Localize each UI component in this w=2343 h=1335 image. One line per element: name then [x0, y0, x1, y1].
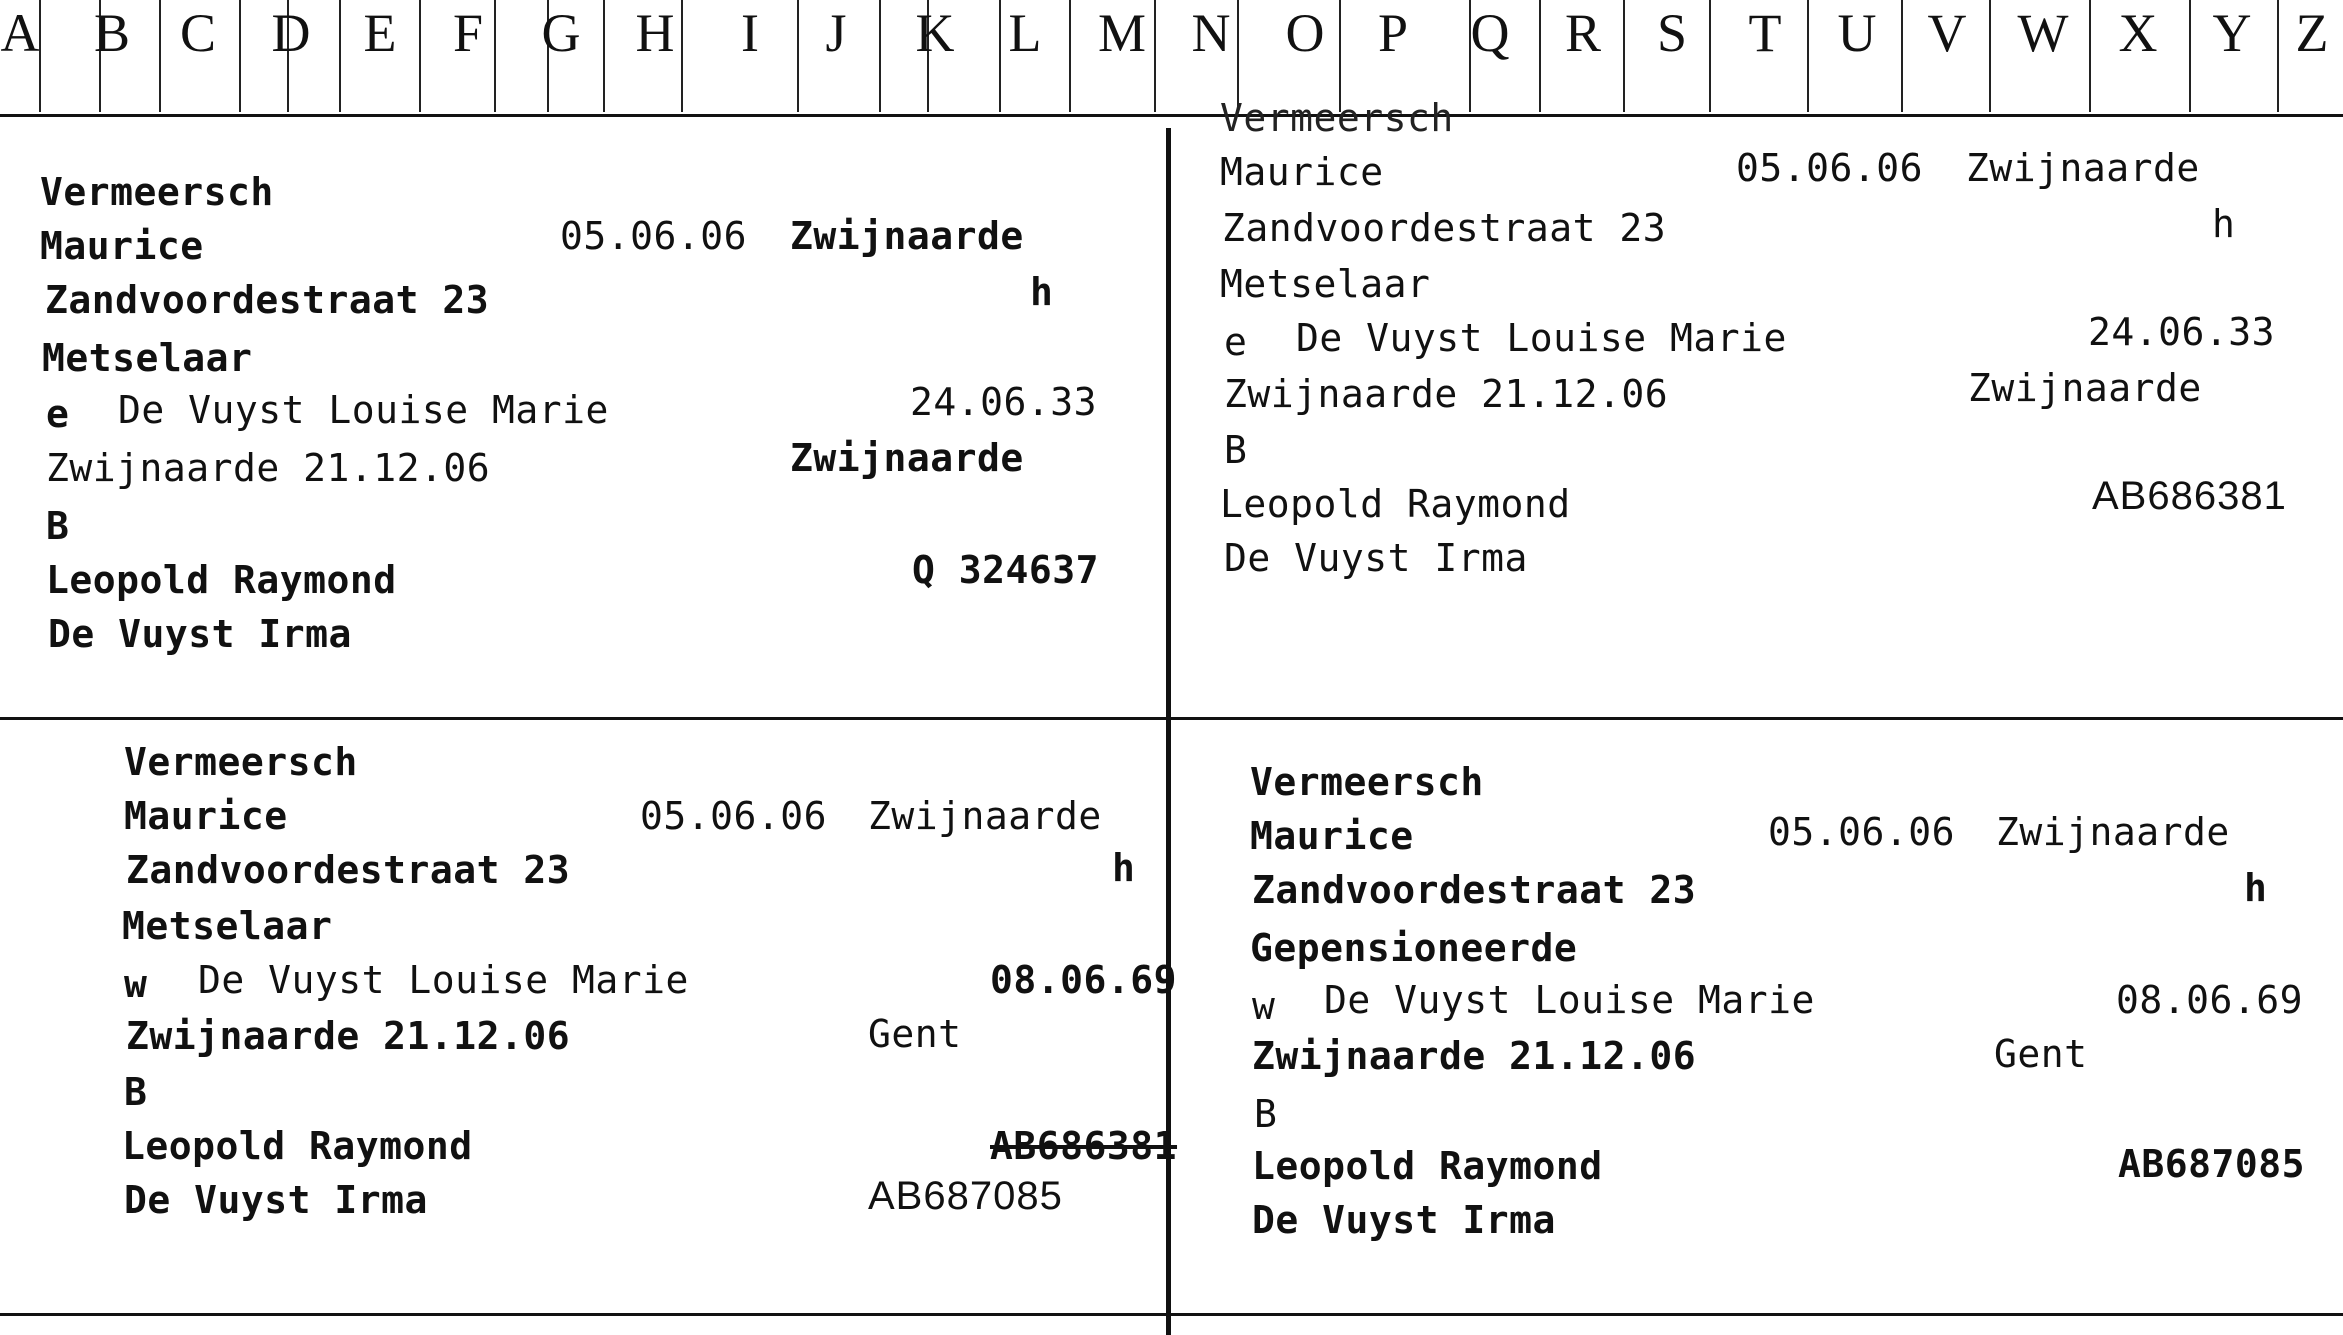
birth-place: Zwijnaarde: [1996, 810, 2230, 854]
surname: Vermeersch: [124, 740, 358, 784]
index-divider: [0, 114, 2343, 117]
first-name: Maurice: [1220, 150, 1384, 194]
address: Zandvoordestraat 23: [45, 278, 490, 322]
mother-name: De Vuyst Irma: [124, 1178, 428, 1222]
index-letter: S: [1656, 3, 1688, 63]
index-letter: T: [1748, 3, 1782, 63]
category: B: [124, 1070, 148, 1114]
mother-name: De Vuyst Irma: [1224, 536, 1528, 580]
status-mark: h: [1112, 846, 1136, 890]
index-letter: W: [2017, 3, 2069, 63]
status-mark: h: [2212, 202, 2236, 246]
index-letter: C: [179, 3, 217, 63]
index-letter: I: [741, 3, 759, 63]
index-letter: Y: [2212, 3, 2252, 63]
index-letter: P: [1377, 3, 1409, 63]
index-letter: F: [452, 3, 484, 63]
place: Gent: [868, 1012, 962, 1056]
spouse-name: De Vuyst Louise Marie: [1324, 978, 1815, 1022]
father-name: Leopold Raymond: [1252, 1144, 1603, 1188]
id-number: AB686381: [2092, 474, 2287, 518]
father-name: Leopold Raymond: [1220, 482, 1571, 526]
index-letter: A: [0, 3, 40, 63]
marriage-record: Zwijnaarde 21.12.06: [1224, 372, 1669, 416]
birth-place: Zwijnaarde: [1966, 146, 2200, 190]
spouse-name: De Vuyst Louise Marie: [1296, 316, 1787, 360]
index-letter: E: [363, 3, 397, 63]
address: Zandvoordestraat 23: [1222, 206, 1667, 250]
status-mark: h: [2244, 866, 2268, 910]
index-letter: B: [93, 3, 131, 63]
birth-date: 05.06.06: [640, 794, 828, 838]
category: B: [1254, 1092, 1278, 1136]
spouse-name: De Vuyst Louise Marie: [118, 388, 609, 432]
spouse-code: w: [1252, 984, 1276, 1028]
index-letter: U: [1837, 3, 1877, 63]
index-letter: L: [1008, 3, 1042, 63]
occupation: Metselaar: [42, 336, 253, 380]
father-name: Leopold Raymond: [46, 558, 397, 602]
first-name: Maurice: [1250, 814, 1414, 858]
occupation: Metselaar: [1220, 262, 1431, 306]
mother-name: De Vuyst Irma: [1252, 1198, 1556, 1242]
address: Zandvoordestraat 23: [1252, 868, 1697, 912]
category: B: [46, 504, 70, 548]
marriage-record: Zwijnaarde 21.12.06: [1252, 1034, 1697, 1078]
index-letter: G: [541, 3, 581, 63]
index-letter: K: [915, 3, 955, 63]
surname: Vermeersch: [1250, 760, 1484, 804]
row-divider: [0, 717, 2343, 720]
spouse-date: 08.06.69: [990, 958, 1178, 1002]
occupation: Metselaar: [122, 904, 333, 948]
index-letter: D: [271, 3, 311, 63]
birth-place: Zwijnaarde: [790, 214, 1024, 258]
spouse-name: De Vuyst Louise Marie: [198, 958, 689, 1002]
category: B: [1224, 428, 1248, 472]
index-letter: N: [1191, 3, 1231, 63]
birth-date: 05.06.06: [560, 214, 748, 258]
spouse-date: 24.06.33: [910, 380, 1098, 424]
surname: Vermeersch: [40, 170, 274, 214]
status-mark: h: [1030, 270, 1054, 314]
spouse-date: 08.06.69: [2116, 978, 2304, 1022]
place: Gent: [1994, 1032, 2088, 1076]
index-letter: H: [635, 3, 675, 63]
first-name: Maurice: [124, 794, 288, 838]
index-letter: Z: [2295, 3, 2329, 63]
address: Zandvoordestraat 23: [126, 848, 571, 892]
index-letter: O: [1285, 3, 1325, 63]
birth-date: 05.06.06: [1768, 810, 1956, 854]
bottom-divider: [0, 1313, 2343, 1316]
marriage-record: Zwijnaarde 21.12.06: [46, 446, 491, 490]
surname: Vermeersch: [1220, 96, 1454, 140]
spouse-code: w: [124, 962, 148, 1006]
id-number: Q 324637: [912, 548, 1100, 592]
birth-date: 05.06.06: [1736, 146, 1924, 190]
place: Zwijnaarde: [790, 436, 1024, 480]
id-number: AB687085: [2118, 1142, 2306, 1186]
spouse-date: 24.06.33: [2088, 310, 2276, 354]
father-name: Leopold Raymond: [122, 1124, 473, 1168]
spouse-code: e: [1224, 320, 1248, 364]
mother-name: De Vuyst Irma: [48, 612, 352, 656]
birth-place: Zwijnaarde: [868, 794, 1102, 838]
spouse-code: e: [46, 392, 70, 436]
index-letter: R: [1564, 3, 1602, 63]
alphabet-index: [0, 0, 2343, 118]
place: Zwijnaarde: [1968, 366, 2202, 410]
index-letter: V: [1927, 3, 1967, 63]
index-letter: J: [825, 3, 847, 63]
first-name: Maurice: [40, 224, 204, 268]
index-letter: M: [1097, 3, 1146, 63]
id-number: AB687085: [868, 1174, 1063, 1218]
occupation: Gepensioneerde: [1250, 926, 1578, 970]
struck-id-number: AB686381: [990, 1124, 1178, 1168]
marriage-record: Zwijnaarde 21.12.06: [126, 1014, 571, 1058]
index-letter: X: [2118, 3, 2158, 63]
index-letter: Q: [1470, 3, 1510, 63]
